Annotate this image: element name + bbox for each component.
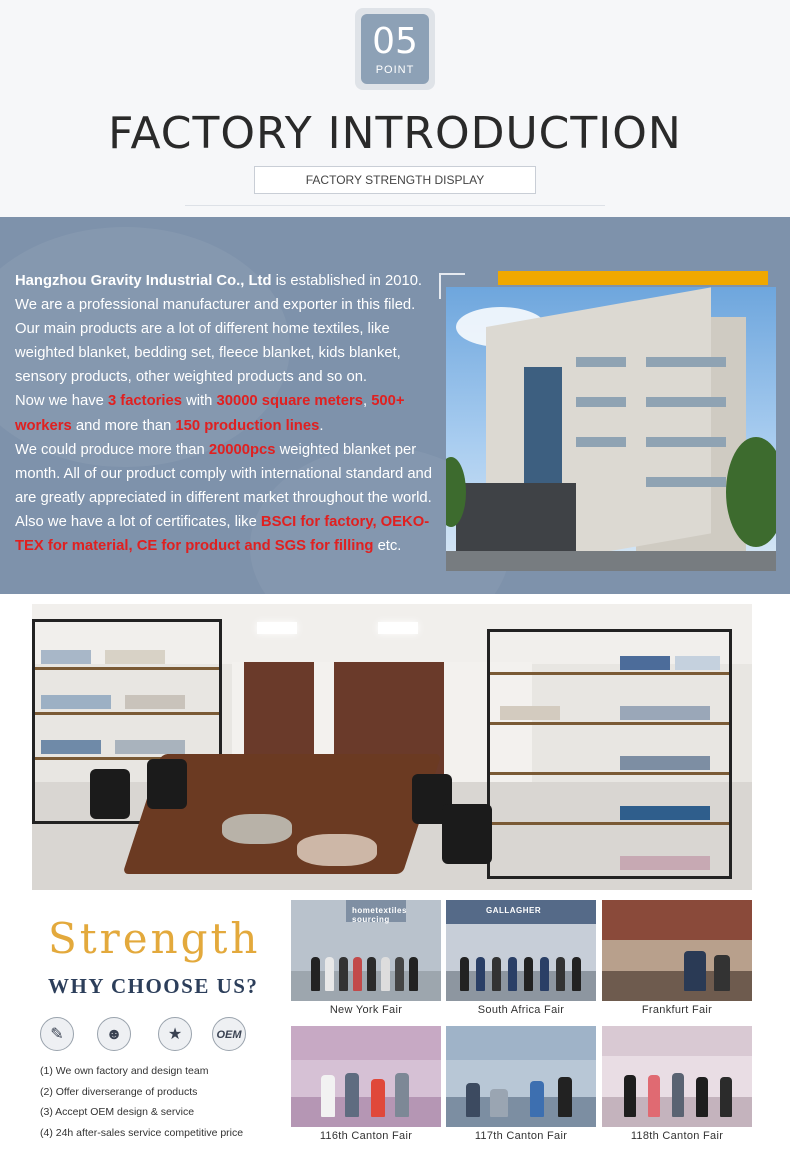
person — [381, 957, 390, 991]
factory-building-photo — [446, 287, 776, 571]
page-title: FACTORY INTRODUCTION — [108, 108, 682, 159]
window-row — [646, 397, 726, 407]
person — [720, 1077, 732, 1117]
intro-text: , — [362, 393, 372, 410]
reason-item: (3) Accept OEM design & service — [40, 1106, 195, 1118]
textile-stack — [125, 695, 185, 709]
neck-pillow — [297, 834, 377, 866]
fair-floor — [291, 1097, 441, 1127]
fair-photo — [602, 1026, 752, 1127]
ceiling-light — [378, 622, 418, 634]
person — [490, 1089, 508, 1117]
intro-text: and more than — [71, 417, 176, 434]
person — [476, 957, 485, 991]
fair-label: 118th Canton Fair — [630, 1130, 724, 1142]
textile-stack — [500, 706, 560, 720]
intro-paragraph — [15, 269, 435, 558]
person — [684, 951, 706, 991]
person — [311, 957, 320, 991]
person — [672, 1073, 684, 1117]
intro-text: . — [319, 417, 324, 434]
reason-item: (2) Offer diverserange of products — [40, 1085, 198, 1098]
window-row — [576, 437, 626, 447]
highlight-lines: 150 production lines — [175, 417, 320, 434]
person-icon: ☻ — [97, 1017, 131, 1051]
intro-text: Now we have — [15, 393, 108, 410]
page-subtitle: FACTORY STRENGTH DISPLAY — [254, 166, 536, 194]
header-divider — [185, 205, 605, 206]
office-chair — [90, 769, 130, 819]
textile-stack — [675, 656, 720, 670]
window-row — [646, 357, 726, 367]
intro-text: Our main products are a lot of different home textiles, like weighted blanket, bedding set, fleece blanket, kids blanket, sensory products, other weighted products and so on. — [15, 321, 401, 386]
intro-text: with — [181, 393, 217, 410]
fair-photo — [602, 900, 752, 1001]
badge-number: 05 — [372, 21, 418, 62]
fair-label: 116th Canton Fair — [319, 1130, 413, 1142]
fair-banner-text: hometextiles sourcing — [352, 906, 407, 924]
shelf-board — [490, 722, 729, 725]
person — [572, 957, 581, 991]
fair-card — [291, 900, 441, 1019]
why-choose-us-heading: WHY CHOOSE US? — [48, 974, 259, 998]
person — [558, 1077, 572, 1117]
window-row — [646, 477, 726, 487]
fair-photo — [446, 1026, 596, 1127]
highlight-workers: 500+ workers — [15, 393, 405, 434]
ground — [446, 551, 776, 571]
trophy-icon: ★ — [158, 1017, 192, 1051]
person — [460, 957, 469, 991]
shelf-board — [490, 672, 729, 675]
intro-text: Also we have a lot of certificates, like — [15, 513, 261, 530]
intro-text: is established in 2010. — [271, 273, 423, 289]
reason-item: (1) We own factory and design team — [40, 1065, 209, 1077]
feature-icons — [40, 1017, 265, 1055]
fair-card — [291, 1026, 441, 1145]
textile-stack — [620, 806, 710, 820]
textile-stack — [620, 856, 710, 870]
office-chair — [442, 804, 492, 864]
reason-item: (4) 24h after-sales service competitive price — [40, 1126, 244, 1139]
fair-banner — [446, 900, 596, 924]
highlight-factories: 3 factories — [107, 393, 182, 410]
textile-stack — [620, 656, 670, 670]
person — [648, 1075, 660, 1117]
fair-banner — [602, 900, 752, 940]
fair-label: South Africa Fair — [477, 1004, 565, 1016]
shelf-board — [490, 772, 729, 775]
tools-icon: ✎ — [40, 1017, 74, 1051]
window-row — [646, 437, 726, 447]
fair-photo — [446, 900, 596, 1001]
textile-stack — [41, 695, 111, 709]
textile-stack — [105, 650, 165, 664]
person — [696, 1077, 708, 1117]
person — [540, 957, 549, 991]
person — [492, 957, 501, 991]
display-shelf-right — [487, 629, 732, 879]
textile-stack — [41, 650, 91, 664]
fair-label: 117th Canton Fair — [474, 1130, 568, 1142]
person — [624, 1075, 636, 1117]
person — [371, 1079, 385, 1117]
person — [395, 957, 404, 991]
person — [530, 1081, 544, 1117]
person — [524, 957, 533, 991]
person — [556, 957, 565, 991]
intro-text: We could produce more than — [15, 441, 209, 458]
shelf-board — [35, 712, 219, 715]
fair-banner — [602, 1026, 752, 1056]
highlight-certificates: BSCI for factory, OEKO-TEX for material, CE for product and SGS for filling — [15, 513, 430, 555]
strength-heading: Strength — [48, 914, 261, 963]
fair-photo — [291, 900, 441, 1001]
fair-label: New York Fair — [329, 1004, 403, 1016]
person — [508, 957, 517, 991]
badge-label: POINT — [375, 64, 415, 76]
textile-stack — [620, 756, 710, 770]
fair-banner — [346, 900, 406, 922]
fair-card — [446, 1026, 596, 1145]
highlight-capacity: 20000pcs — [208, 441, 276, 458]
person — [353, 957, 362, 991]
person — [395, 1073, 409, 1117]
accent-bar — [498, 271, 768, 285]
fair-photo — [291, 1026, 441, 1127]
oem-icon: OEM — [212, 1017, 246, 1051]
person — [466, 1083, 480, 1117]
person — [345, 1073, 359, 1117]
person — [339, 957, 348, 991]
shelf-board — [490, 822, 729, 825]
fair-card — [602, 1026, 752, 1145]
intro-text: We are a professional manufacturer and exporter in this filed. — [15, 297, 416, 314]
fair-card — [446, 900, 596, 1019]
intro-text: weighted blanket per month. All of our product comply with international standard and are greatly appreciated in different market throughout the world. — [15, 441, 433, 506]
office-chair — [147, 759, 187, 809]
fair-card — [602, 900, 752, 1019]
neck-pillow — [222, 814, 292, 844]
showroom-photo — [32, 604, 752, 890]
section-header — [0, 0, 790, 217]
company-name: Hangzhou Gravity Industrial Co., Ltd — [15, 273, 272, 289]
company-intro — [0, 217, 790, 594]
textile-stack — [620, 706, 710, 720]
intro-text: etc. — [373, 538, 402, 555]
person — [367, 957, 376, 991]
point-badge — [355, 8, 435, 90]
fair-banner-text: GALLAGHER — [486, 906, 542, 915]
person — [409, 957, 418, 991]
shelf-board — [35, 667, 219, 670]
highlight-area: 30000 square meters — [216, 393, 363, 410]
reasons-list — [40, 1061, 290, 1143]
person — [714, 955, 730, 991]
person — [321, 1075, 335, 1117]
ceiling-light — [257, 622, 297, 634]
fair-label: Frankfurt Fair — [641, 1004, 713, 1016]
window-row — [576, 357, 626, 367]
point-badge-inner — [361, 14, 429, 84]
textile-stack — [115, 740, 185, 754]
fair-banner — [291, 1026, 441, 1060]
fair-banner — [446, 1026, 596, 1060]
window-row — [576, 397, 626, 407]
textile-stack — [41, 740, 101, 754]
person — [325, 957, 334, 991]
